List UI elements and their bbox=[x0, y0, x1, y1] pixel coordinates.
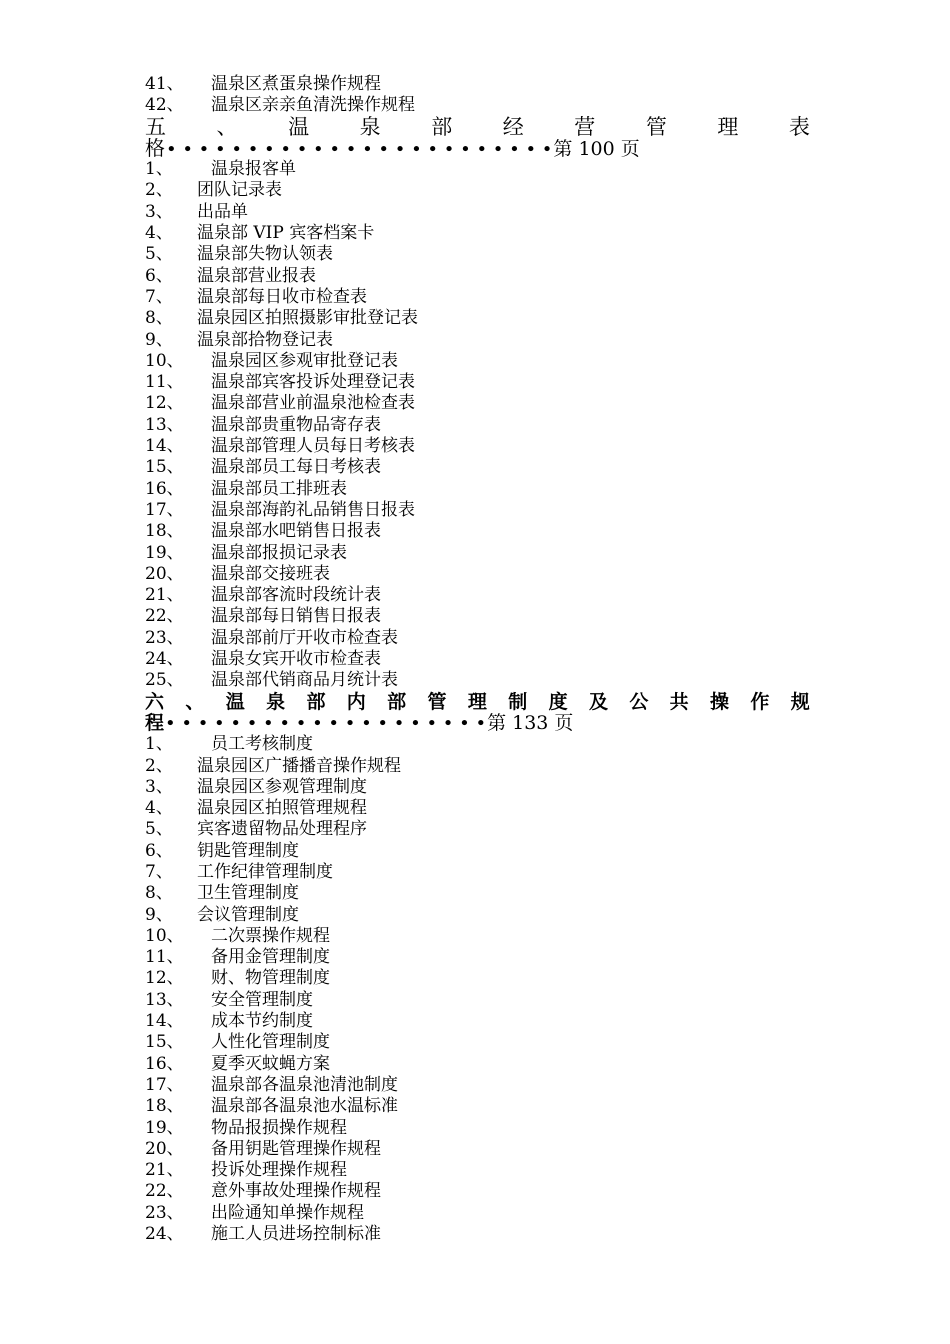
list-item-title: 温泉部前厅开收市检查表 bbox=[211, 627, 398, 648]
list-item-title: 温泉区煮蛋泉操作规程 bbox=[211, 74, 381, 94]
list-item[interactable] bbox=[145, 968, 810, 989]
list-item-title: 团队记录表 bbox=[197, 180, 282, 201]
list-item-title: 温泉部拾物登记表 bbox=[197, 329, 333, 350]
list-item-number: 17、 bbox=[145, 499, 184, 520]
list-item-number: 14、 bbox=[145, 1011, 184, 1032]
section-5-heading-tail[interactable] bbox=[145, 135, 810, 160]
list-item[interactable] bbox=[145, 436, 810, 457]
list-item-number: 11、 bbox=[145, 947, 184, 968]
section-6-leader-dots: • • • • • • • • • • • • • • • • • • • • bbox=[165, 712, 487, 734]
list-item-title: 温泉部 VIP 宾客档案卡 bbox=[197, 223, 375, 244]
list-item-number: 18、 bbox=[145, 1096, 184, 1117]
list-item-number: 15、 bbox=[145, 1032, 184, 1053]
list-item[interactable] bbox=[145, 330, 810, 351]
heading-char: 制 bbox=[508, 690, 528, 713]
list-item[interactable] bbox=[145, 1203, 810, 1224]
list-item[interactable] bbox=[145, 393, 810, 414]
list-item[interactable] bbox=[145, 244, 810, 265]
list-item-number: 9、 bbox=[145, 904, 173, 925]
list-item-number: 20、 bbox=[145, 563, 184, 584]
heading-char: 管 bbox=[427, 690, 447, 713]
list-item-title: 备用钥匙管理操作规程 bbox=[211, 1138, 381, 1159]
heading-char: 、 bbox=[216, 114, 238, 139]
list-item[interactable] bbox=[145, 883, 810, 904]
list-item[interactable] bbox=[145, 266, 810, 287]
list-item-title: 温泉部管理人员每日考核表 bbox=[211, 436, 415, 457]
list-item-title: 温泉部每日销售日报表 bbox=[211, 606, 381, 627]
list-item-number: 1、 bbox=[145, 159, 173, 180]
list-item[interactable] bbox=[145, 947, 810, 968]
list-item-number: 12、 bbox=[145, 393, 184, 414]
list-item-number: 18、 bbox=[145, 521, 184, 542]
list-item[interactable] bbox=[145, 990, 810, 1011]
section-6-heading-tail[interactable] bbox=[145, 713, 810, 734]
list-item[interactable] bbox=[145, 1118, 810, 1139]
list-item-number: 25、 bbox=[145, 670, 184, 691]
list-item-number: 2、 bbox=[145, 180, 173, 201]
list-item-title: 二次票操作规程 bbox=[211, 925, 330, 946]
list-item-title: 物品报损操作规程 bbox=[211, 1117, 347, 1138]
list-item[interactable] bbox=[145, 159, 810, 180]
list-item-number: 5、 bbox=[145, 244, 173, 265]
list-item-number: 22、 bbox=[145, 606, 184, 627]
list-item-title: 温泉区亲亲鱼清洗操作规程 bbox=[211, 95, 415, 116]
heading-char: 理 bbox=[717, 114, 739, 139]
list-item-title: 工作纪律管理制度 bbox=[197, 861, 333, 882]
heading-char: 作 bbox=[750, 690, 770, 713]
list-item[interactable] bbox=[145, 287, 810, 308]
section-6-page-ref: 第 133 页 bbox=[487, 711, 574, 734]
list-item[interactable] bbox=[145, 1224, 810, 1245]
list-item[interactable] bbox=[145, 372, 810, 393]
list-item-number: 9、 bbox=[145, 329, 173, 350]
list-item-title: 成本节约制度 bbox=[211, 1011, 313, 1032]
list-item-title: 温泉部客流时段统计表 bbox=[211, 585, 381, 606]
list-item-title: 温泉部报损记录表 bbox=[211, 542, 347, 563]
list-item-number: 22、 bbox=[145, 1181, 184, 1202]
list-item[interactable] bbox=[145, 1181, 810, 1202]
heading-char: 营 bbox=[574, 114, 596, 139]
list-item-number: 7、 bbox=[145, 286, 173, 307]
section-5-page-ref: 第 100 页 bbox=[553, 137, 640, 160]
list-item-number: 19、 bbox=[145, 1117, 184, 1138]
list-item-title: 温泉部各温泉池清池制度 bbox=[211, 1074, 398, 1095]
heading-char: 度 bbox=[548, 690, 568, 713]
list-item-title: 员工考核制度 bbox=[211, 734, 313, 755]
list-item[interactable] bbox=[145, 479, 810, 500]
list-item-title: 宾客遗留物品处理程序 bbox=[197, 819, 367, 840]
list-item-title: 温泉园区参观审批登记表 bbox=[211, 350, 398, 371]
list-item-title: 温泉部员工每日考核表 bbox=[211, 457, 381, 478]
list-item[interactable] bbox=[145, 628, 810, 649]
list-item[interactable] bbox=[145, 202, 810, 223]
list-item[interactable] bbox=[145, 308, 810, 329]
list-item-title: 温泉部代销商品月统计表 bbox=[211, 670, 398, 691]
list-item-title: 温泉园区拍照管理规程 bbox=[197, 798, 367, 819]
list-item-title: 温泉部营业报表 bbox=[197, 265, 316, 286]
heading-char: 六 bbox=[145, 690, 165, 713]
section-6-list bbox=[145, 734, 810, 1245]
heading-char: 泉 bbox=[359, 114, 381, 139]
list-item-title: 卫生管理制度 bbox=[197, 883, 299, 904]
list-item-title: 温泉女宾开收市检查表 bbox=[211, 649, 381, 670]
list-item[interactable] bbox=[145, 95, 810, 116]
heading-char: 经 bbox=[502, 114, 524, 139]
list-item[interactable] bbox=[145, 500, 810, 521]
heading-char: 泉 bbox=[266, 690, 286, 713]
list-item[interactable] bbox=[145, 670, 810, 691]
heading-char: 部 bbox=[387, 690, 407, 713]
list-item-title: 温泉园区广播播音操作规程 bbox=[197, 755, 401, 776]
list-item-number: 6、 bbox=[145, 265, 173, 286]
list-item[interactable] bbox=[145, 415, 810, 436]
list-item[interactable] bbox=[145, 756, 810, 777]
section-5-leader-dots: • • • • • • • • • • • • • • • • • • • • • • • • bbox=[166, 138, 553, 160]
section-6-heading-last-char: 程 bbox=[145, 711, 165, 734]
list-item-number: 16、 bbox=[145, 478, 184, 499]
list-item-number: 6、 bbox=[145, 840, 173, 861]
list-item[interactable] bbox=[145, 564, 810, 585]
list-item[interactable] bbox=[145, 841, 810, 862]
heading-char: 理 bbox=[467, 690, 487, 713]
list-item-number: 24、 bbox=[145, 1224, 184, 1245]
list-item-number: 4、 bbox=[145, 798, 173, 819]
heading-char: 及 bbox=[588, 690, 608, 713]
list-item-title: 温泉部水吧销售日报表 bbox=[211, 521, 381, 542]
list-item-number: 42、 bbox=[145, 95, 184, 116]
heading-char: 规 bbox=[790, 690, 810, 713]
list-item-number: 1、 bbox=[145, 734, 173, 755]
list-item[interactable] bbox=[145, 649, 810, 670]
list-item[interactable] bbox=[145, 1011, 810, 1032]
list-item-title: 温泉部宾客投诉处理登记表 bbox=[211, 372, 415, 393]
list-item[interactable] bbox=[145, 223, 810, 244]
list-item-number: 17、 bbox=[145, 1074, 184, 1095]
list-item[interactable] bbox=[145, 606, 810, 627]
list-item-title: 夏季灭蚊蝇方案 bbox=[211, 1053, 330, 1074]
list-item-title: 出品单 bbox=[197, 201, 248, 222]
list-item[interactable] bbox=[145, 521, 810, 542]
list-item[interactable] bbox=[145, 1075, 810, 1096]
list-item[interactable] bbox=[145, 351, 810, 372]
list-item-title: 投诉处理操作规程 bbox=[211, 1160, 347, 1181]
list-item-number: 4、 bbox=[145, 223, 173, 244]
list-item-number: 21、 bbox=[145, 585, 184, 606]
heading-char: 温 bbox=[288, 114, 310, 139]
list-item-number: 10、 bbox=[145, 925, 184, 946]
list-item-title: 温泉报客单 bbox=[211, 159, 296, 180]
heading-char: 操 bbox=[710, 690, 730, 713]
list-item-title: 温泉部员工排班表 bbox=[211, 478, 347, 499]
list-item-number: 16、 bbox=[145, 1053, 184, 1074]
heading-char: 、 bbox=[185, 690, 205, 713]
list-item[interactable] bbox=[145, 798, 810, 819]
list-item[interactable] bbox=[145, 777, 810, 798]
list-item[interactable] bbox=[145, 734, 810, 755]
heading-char: 表 bbox=[788, 114, 810, 139]
heading-char: 温 bbox=[225, 690, 245, 713]
list-item-title: 人性化管理制度 bbox=[211, 1032, 330, 1053]
list-item-number: 2、 bbox=[145, 755, 173, 776]
section-4-list-tail bbox=[145, 74, 810, 117]
list-item-title: 意外事故处理操作规程 bbox=[211, 1181, 381, 1202]
list-item[interactable] bbox=[145, 74, 810, 95]
list-item-number: 21、 bbox=[145, 1160, 184, 1181]
list-item-title: 出险通知单操作规程 bbox=[211, 1202, 364, 1223]
list-item[interactable] bbox=[145, 1160, 810, 1181]
list-item-title: 温泉部营业前温泉池检查表 bbox=[211, 393, 415, 414]
list-item-number: 13、 bbox=[145, 414, 184, 435]
section-5-heading-last-char: 格 bbox=[145, 135, 165, 160]
list-item[interactable] bbox=[145, 585, 810, 606]
list-item[interactable] bbox=[145, 543, 810, 564]
list-item-number: 13、 bbox=[145, 989, 184, 1010]
list-item-number: 5、 bbox=[145, 819, 173, 840]
list-item-title: 温泉园区拍照摄影审批登记表 bbox=[197, 308, 418, 329]
list-item-title: 温泉园区参观管理制度 bbox=[197, 776, 367, 797]
list-item-number: 10、 bbox=[145, 350, 184, 371]
list-item[interactable] bbox=[145, 1054, 810, 1075]
list-item-number: 23、 bbox=[145, 1202, 184, 1223]
list-item-number: 15、 bbox=[145, 457, 184, 478]
list-item-title: 温泉部各温泉池水温标准 bbox=[211, 1096, 398, 1117]
list-item-title: 安全管理制度 bbox=[211, 989, 313, 1010]
list-item[interactable] bbox=[145, 1032, 810, 1053]
list-item[interactable] bbox=[145, 180, 810, 201]
list-item-number: 20、 bbox=[145, 1138, 184, 1159]
list-item-number: 8、 bbox=[145, 883, 173, 904]
list-item[interactable] bbox=[145, 819, 810, 840]
list-item-number: 24、 bbox=[145, 649, 184, 670]
list-item-title: 温泉部海韵礼品销售日报表 bbox=[211, 499, 415, 520]
section-5-list bbox=[145, 159, 810, 691]
list-item-title: 温泉部交接班表 bbox=[211, 563, 330, 584]
list-item-number: 12、 bbox=[145, 968, 184, 989]
list-item[interactable] bbox=[145, 926, 810, 947]
heading-char: 内 bbox=[346, 690, 366, 713]
heading-char: 部 bbox=[306, 690, 326, 713]
section-6-heading[interactable] bbox=[145, 692, 810, 713]
heading-char: 公 bbox=[629, 690, 649, 713]
list-item-number: 11、 bbox=[145, 372, 184, 393]
list-item-title: 钥匙管理制度 bbox=[197, 840, 299, 861]
heading-char: 共 bbox=[669, 690, 689, 713]
section-5-heading[interactable] bbox=[145, 114, 810, 139]
list-item-number: 19、 bbox=[145, 542, 184, 563]
list-item[interactable] bbox=[145, 862, 810, 883]
toc-page bbox=[145, 74, 810, 1245]
list-item-number: 3、 bbox=[145, 201, 173, 222]
list-item-title: 会议管理制度 bbox=[197, 904, 299, 925]
list-item-title: 温泉部失物认领表 bbox=[197, 244, 333, 265]
list-item-number: 8、 bbox=[145, 308, 173, 329]
list-item[interactable] bbox=[145, 905, 810, 926]
list-item-title: 施工人员进场控制标准 bbox=[211, 1224, 381, 1245]
list-item[interactable] bbox=[145, 1096, 810, 1117]
list-item[interactable] bbox=[145, 457, 810, 478]
list-item-number: 7、 bbox=[145, 861, 173, 882]
list-item-number: 23、 bbox=[145, 627, 184, 648]
list-item[interactable] bbox=[145, 1139, 810, 1160]
list-item-title: 财、物管理制度 bbox=[211, 968, 330, 989]
list-item-title: 温泉部贵重物品寄存表 bbox=[211, 414, 381, 435]
heading-char: 部 bbox=[431, 114, 453, 139]
list-item-number: 41、 bbox=[145, 74, 184, 94]
list-item-number: 3、 bbox=[145, 776, 173, 797]
list-item-title: 备用金管理制度 bbox=[211, 947, 330, 968]
list-item-title: 温泉部每日收市检查表 bbox=[197, 286, 367, 307]
heading-char: 管 bbox=[645, 114, 667, 139]
list-item-number: 14、 bbox=[145, 436, 184, 457]
heading-char: 五 bbox=[145, 114, 166, 139]
